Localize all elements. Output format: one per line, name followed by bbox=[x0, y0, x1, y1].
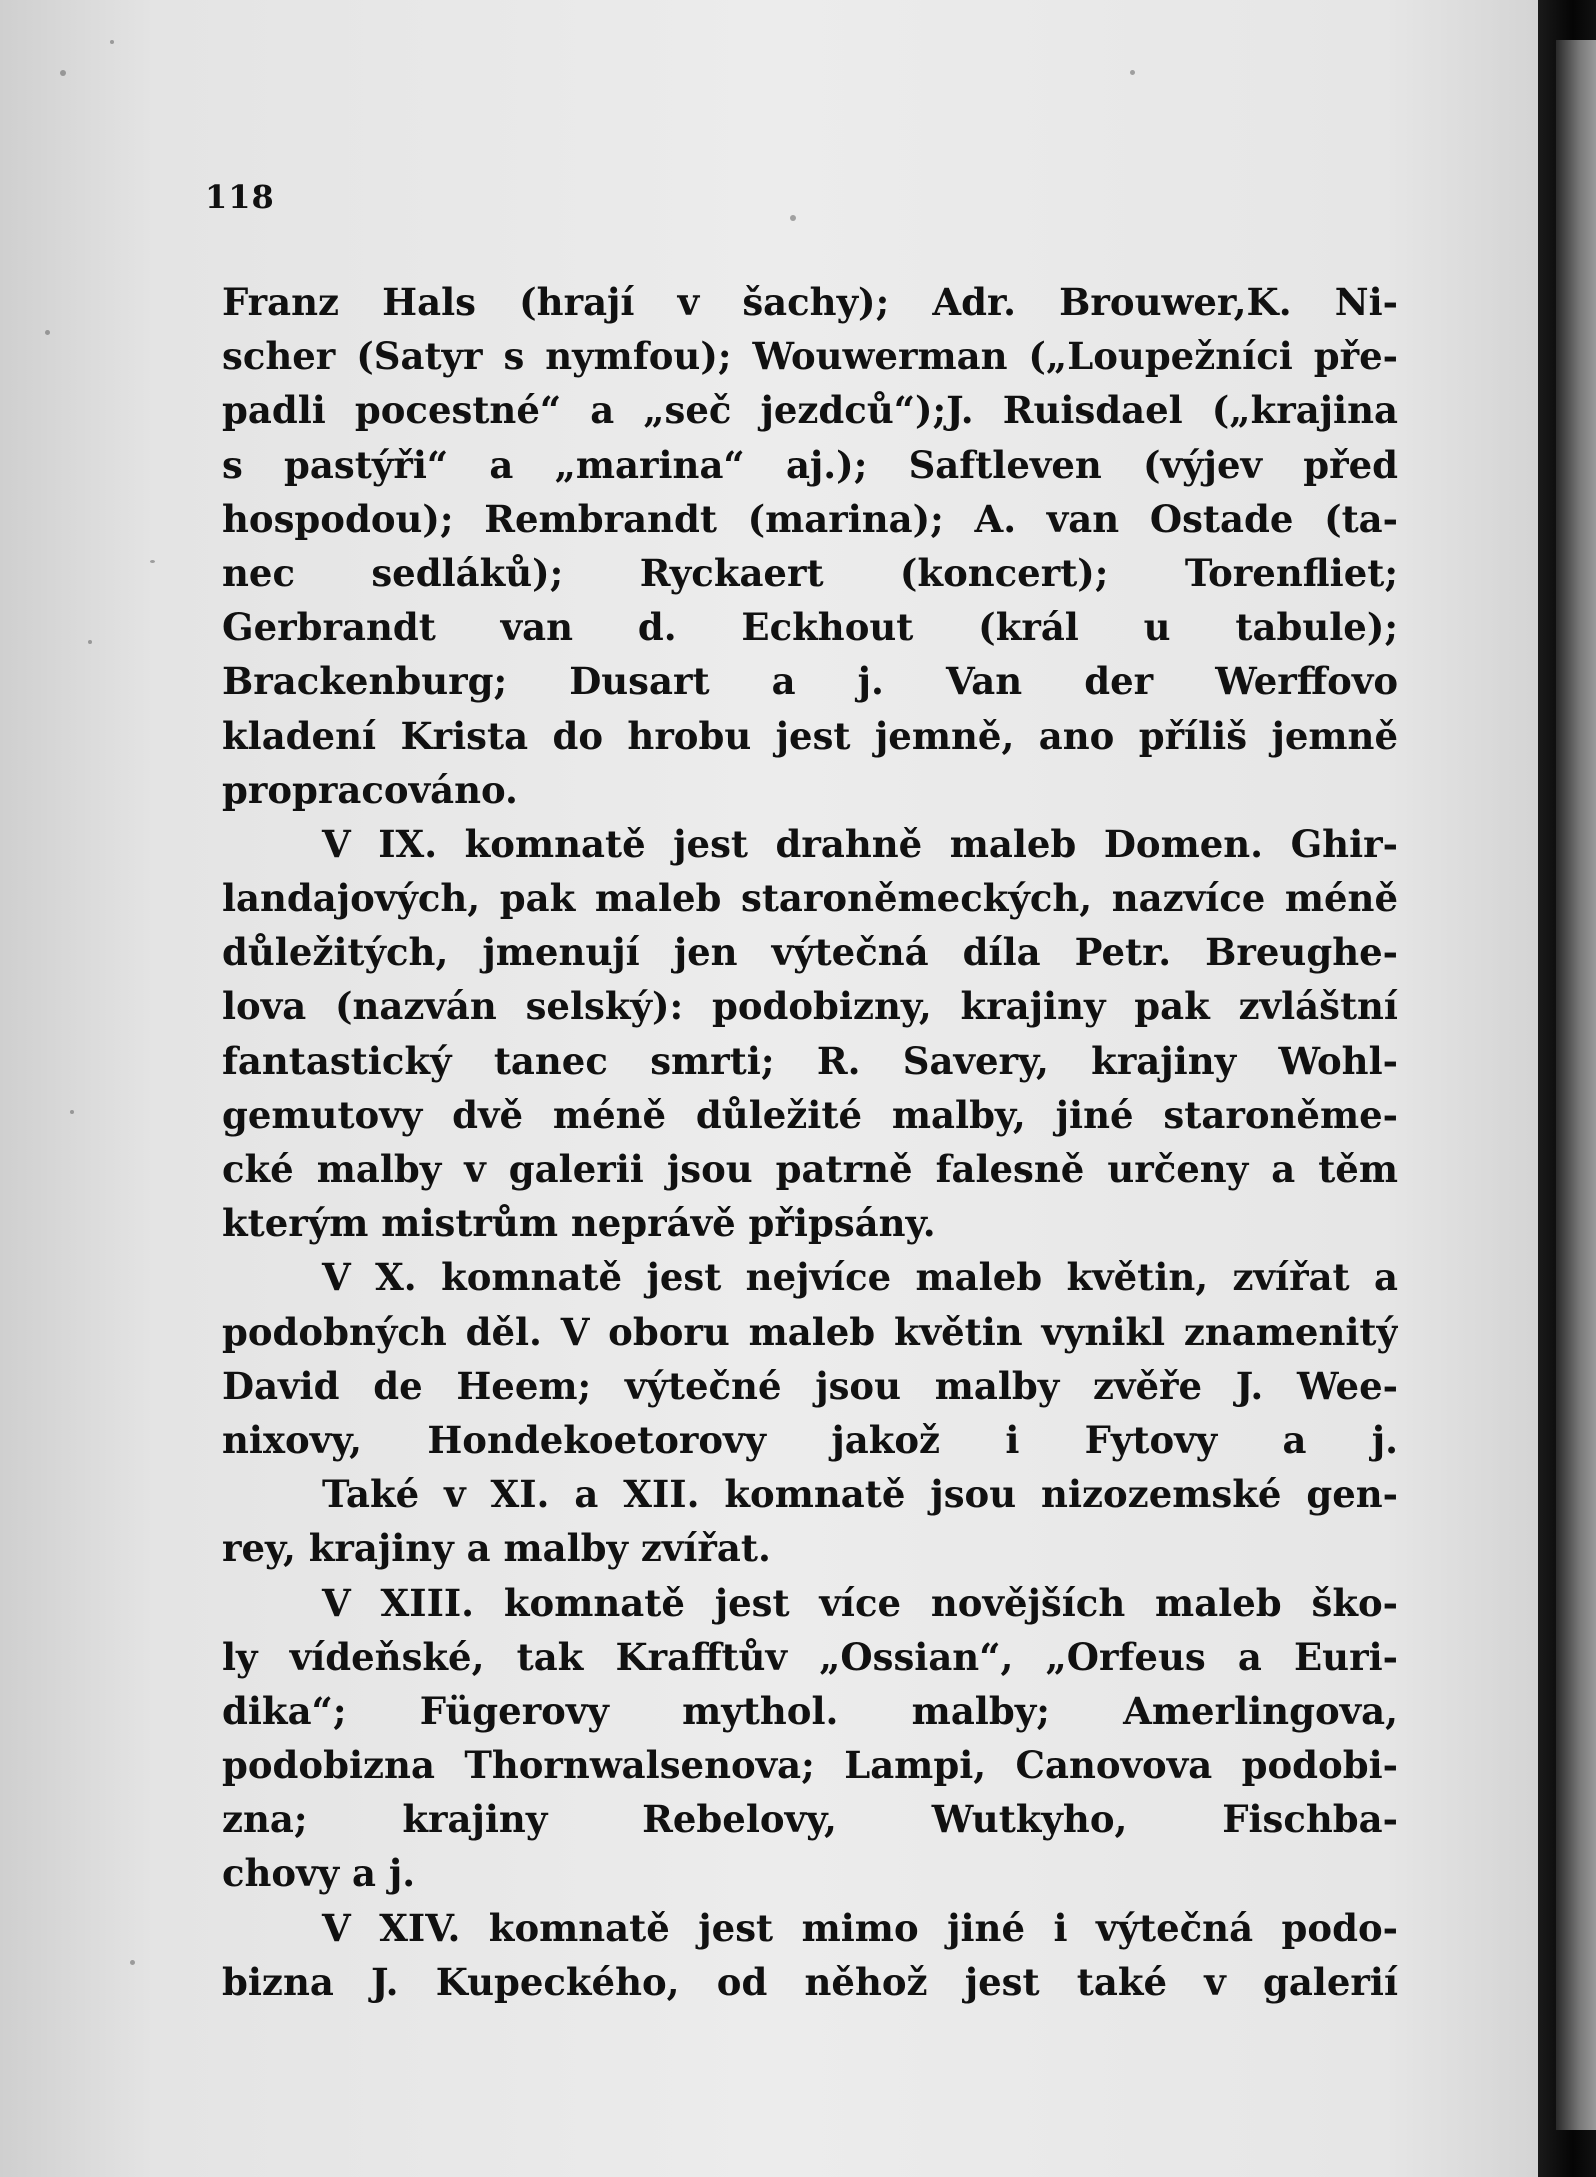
body-text bbox=[222, 275, 1398, 2009]
text-line: kterým mistrům neprávě připsány. bbox=[222, 1201, 936, 1246]
paper-speck bbox=[130, 1960, 135, 1965]
text-line: V X. komnatě jest nejvíce maleb květin, zvířat a bbox=[322, 1255, 1398, 1300]
text-line: Také v XI. a XII. komnatě jsou nizozemské gen- bbox=[322, 1472, 1398, 1517]
text-line: důležitých, jmenují jen výtečná díla Petr. Breughe- bbox=[222, 930, 1398, 975]
text-line: ly vídeňské, tak Krafftův „Ossian“, „Orfeus a Euri- bbox=[222, 1634, 1398, 1679]
text-line: cké malby v galerii jsou patrně falesně určeny a těm bbox=[222, 1147, 1398, 1191]
text-line: Franz Hals (hrají v šachy); Adr. Brouwer,K. Ni- bbox=[222, 280, 1398, 324]
text-line: podobných děl. V oboru maleb květin vynikl znamenitý bbox=[222, 1309, 1398, 1354]
text-line: gemutovy dvě méně důležité malby, jiné staroněme- bbox=[222, 1092, 1398, 1137]
paper-speck bbox=[110, 40, 114, 44]
paper-speck bbox=[1130, 70, 1135, 75]
text-line: padli pocestné“ a „seč jezdců“);J. Ruisdael („krajina bbox=[222, 388, 1398, 433]
paper-speck bbox=[88, 640, 92, 644]
paper-speck bbox=[45, 330, 50, 335]
text-line: chovy a j. bbox=[222, 1851, 416, 1896]
text-line: kladení Krista do hrobu jest jemně, ano příliš jemně bbox=[222, 713, 1398, 758]
text-line: lova (nazván selský): podobizny, krajiny pak zvláštní bbox=[222, 984, 1398, 1029]
text-line: scher (Satyr s nymfou); Wouwerman („Loupežníci pře- bbox=[222, 334, 1398, 379]
text-line: dika“; Fügerovy mythol. malby; Amerlingova, bbox=[222, 1688, 1398, 1733]
text-line: s pastýři“ a „marina“ aj.); Saftleven (výjev před bbox=[222, 442, 1398, 487]
text-line: hospodou); Rembrandt (marina); A. van Ostade (ta- bbox=[222, 496, 1398, 541]
text-line: zna; krajiny Rebelovy, Wutkyho, Fischba- bbox=[222, 1797, 1398, 1842]
paper-speck bbox=[60, 70, 66, 76]
text-line: nec sedláků); Ryckaert (koncert); Torenfliet; bbox=[222, 550, 1398, 595]
text-line: rey, krajiny a malby zvířat. bbox=[222, 1526, 771, 1571]
text-line: nixovy, Hondekoetorovy jakož i Fytovy a j. bbox=[222, 1417, 1398, 1462]
paper-speck bbox=[150, 560, 155, 563]
paper-speck bbox=[70, 1110, 74, 1114]
text-line: V IX. komnatě jest drahně maleb Domen. Ghir- bbox=[322, 821, 1398, 866]
text-line: podobizna Thornwalsenova; Lampi, Canovova podobi- bbox=[222, 1743, 1398, 1788]
text-line: propracováno. bbox=[222, 767, 518, 812]
adjacent-page-edge bbox=[1556, 40, 1596, 2130]
text-line: Gerbrandt van d. Eckhout (král u tabule); bbox=[222, 605, 1398, 650]
text-line: landajových, pak maleb staroněmeckých, nazvíce méně bbox=[222, 876, 1398, 921]
text-line: V XIV. komnatě jest mimo jiné i výtečná podo- bbox=[322, 1905, 1398, 1950]
text-line: Brackenburg; Dusart a j. Van der Werffovo bbox=[222, 659, 1398, 704]
page-number: 118 bbox=[205, 178, 275, 216]
paper-speck bbox=[790, 215, 796, 221]
text-line: bizna J. Kupeckého, od něhož jest také v galerií bbox=[222, 1959, 1398, 2004]
text-line: fantastický tanec smrti; R. Savery, krajiny Wohl- bbox=[222, 1038, 1398, 1083]
text-line: V XIII. komnatě jest více novějších maleb ško- bbox=[322, 1580, 1398, 1625]
text-line: David de Heem; výtečné jsou malby zvěře J. Wee- bbox=[222, 1363, 1398, 1408]
